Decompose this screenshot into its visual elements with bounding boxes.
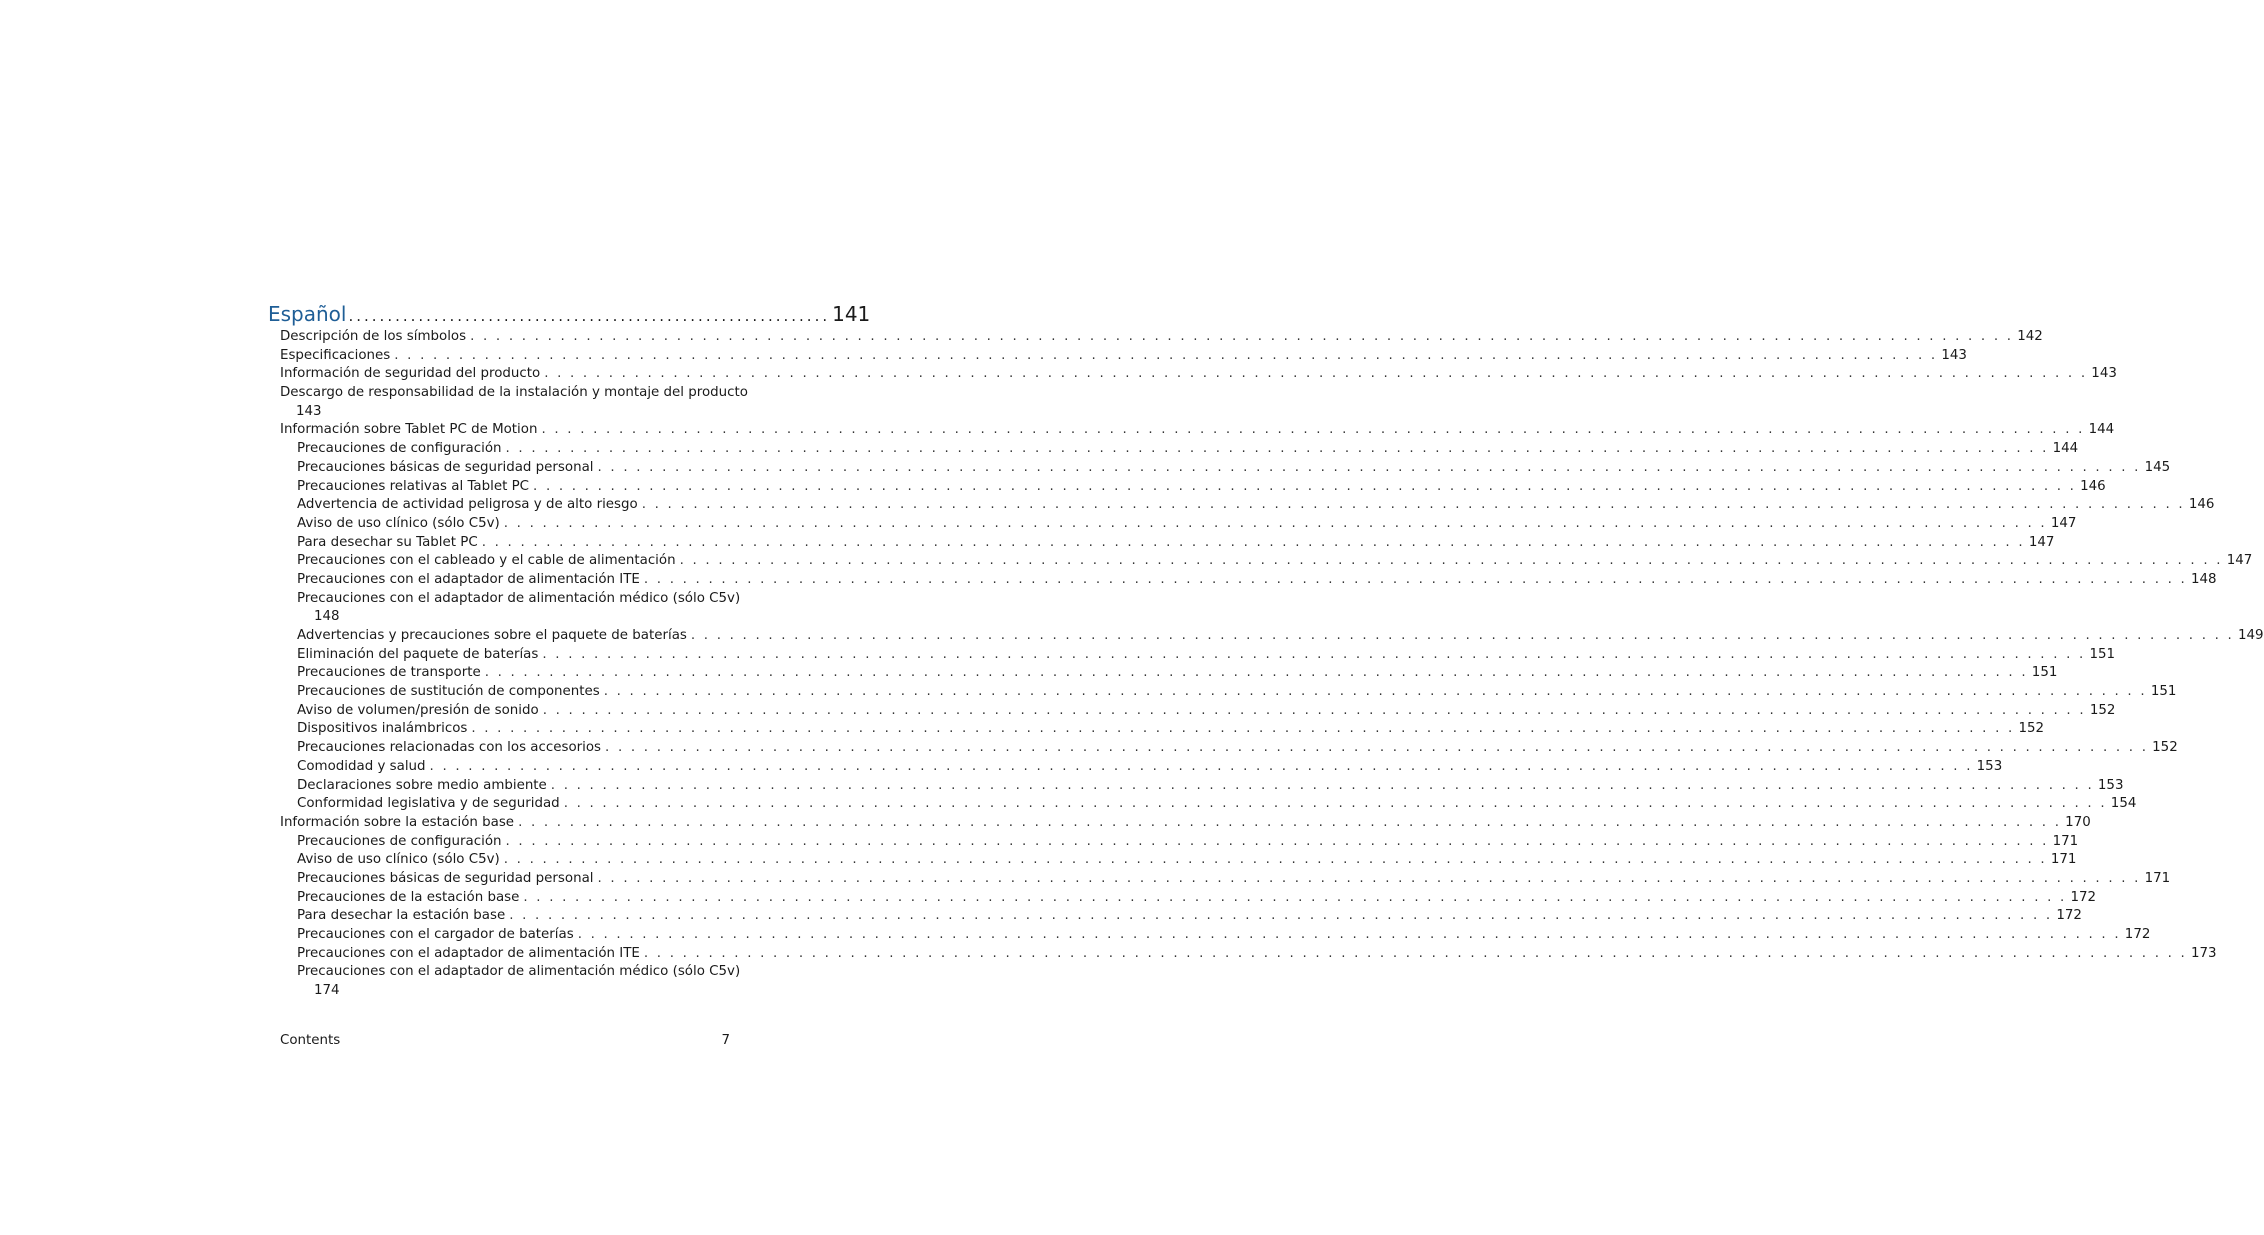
toc-entry-label: Información sobre la estación base <box>280 814 515 830</box>
toc-entry-page-number: 152 <box>2018 721 2045 737</box>
section-heading[interactable] <box>268 302 871 329</box>
toc-entry[interactable] <box>268 329 2043 348</box>
leader-dots: . . . . . . . . . . . . . . . . . . . . . . . . . . . . . . . . . . . . . . . . . . . . . . . . . . . . . . . . . . . . . . . . . . . . . . . . . . . . . . . . . . . . . . . . . . . . . . . . . . . . . . . . . . . . . . . . . . . . . . . . <box>394 347 1938 363</box>
toc-entry-page-number: 171 <box>2052 833 2079 849</box>
toc-entry-label: Precauciones de la estación base <box>297 889 520 905</box>
toc-entry-page-number: 144 <box>2052 441 2079 457</box>
toc-entry[interactable] <box>268 777 2124 797</box>
toc-entry-label: Aviso de uso clínico (sólo C5v) <box>297 852 500 868</box>
toc-entry-page-number: 172 <box>2056 908 2082 924</box>
leader-dots: . . . . . . . . . . . . . . . . . . . . . . . . . . . . . . . . . . . . . . . . . . . . . . . . . . . . . . . . . . . . . . . . . . . . . . . . . . . . . . . . . . . . . . . . . . . . . . . . . . . . . . . . . . . . . . . . . . . . . . . . <box>550 777 2094 793</box>
toc-entry-label: Eliminación del paquete de baterías <box>297 646 539 662</box>
toc-entry-page-number: 172 <box>2124 927 2151 942</box>
toc-entry-label: Aviso de volumen/presión de sonido <box>297 702 539 718</box>
toc-entry-label: Dispositivos inalámbricos <box>297 721 468 737</box>
toc-entry-label: Precauciones de configuración <box>297 833 502 849</box>
leader-dots: . . . . . . . . . . . . . . . . . . . . . . . . . . . . . . . . . . . . . . . . . . . . . . . . . . . . . . . . . . . . . . . . . . . . . . . . . . . . . . . . . . . . . . . . . . . . . . . . . . . . . . . . . . . . . . . . . . . . . . . . <box>542 646 2086 662</box>
toc-entry-page-number: 145 <box>2144 459 2171 475</box>
toc-entry-label: Precauciones básicas de seguridad personal <box>297 870 594 886</box>
toc-entry-page-number: 148 <box>2191 571 2217 587</box>
toc-entry-label: Descripción de los símbolos <box>280 329 467 344</box>
toc-entry-label: Aviso de uso clínico (sólo C5v) <box>297 515 500 531</box>
toc-entry-label: Precauciones con el adaptador de alimentación médico (sólo C5v) <box>297 964 741 980</box>
toc-entry[interactable] <box>268 441 2079 460</box>
toc-entry[interactable] <box>268 571 2217 591</box>
toc-entry-page-number: 147 <box>2028 534 2055 550</box>
toc-entry[interactable] <box>268 665 2058 684</box>
toc-entry-label: Declaraciones sobre medio ambiente <box>297 777 547 793</box>
leader-dots: . . . . . . . . . . . . . . . . . . . . . . . . . . . . . . . . . . . . . . . . . . . . . . . . . . . . . . . . . . . . . . . . . . . . . . . . . . . . . . . . . . . . . . . . . . . . . . . . . . . . . . . . . . . . . . . . . . . . . . . . <box>597 459 2141 475</box>
toc-entry-label: Precauciones de transporte <box>297 665 481 681</box>
toc-entry[interactable] <box>268 758 2003 778</box>
toc-entry-page-number: 170 <box>2065 814 2091 830</box>
toc-entry[interactable] <box>268 628 2264 647</box>
toc-entry-label: Precauciones básicas de seguridad personal <box>297 459 594 475</box>
toc-entry-page-number: 151 <box>2089 646 2116 662</box>
toc-entry-label: Descargo de responsabilidad de la instalación y montaje del producto <box>280 385 748 401</box>
leader-dots: . . . . . . . . . . . . . . . . . . . . . . . . . . . . . . . . . . . . . . . . . . . . . . . . . . . . . . . . . . . . . . . . . . . . . . . . . . . . . . . . . . . . . . . . . . . . . . . . . . . . . . . . . . . . . . . . . . . . . . . . <box>597 870 2141 886</box>
toc-entry-label: Comodidad y salud <box>297 758 426 774</box>
toc-entry[interactable] <box>268 852 2077 871</box>
leader-dots: . . . . . . . . . . . . . . . . . . . . . . . . . . . . . . . . . . . . . . . . . . . . . . . . . . . . . . . . . . . . . . . . . . . . . . . . . . . . . . . . . . . . . . . . . . . . . . . . . . . . . . . . . . . . . . . . . . . . . . . . <box>503 515 2047 531</box>
toc-entry-label: Para desechar su Tablet PC <box>297 534 478 550</box>
leader-dots: . . . . . . . . . . . . . . . . . . . . . . . . . . . . . . . . . . . . . . . . . . . . . . . . . . . . . . . . . . . . . . . . . . . . . . . . . . . . . . . . . . . . . . . . . . . . . . . . . . . . . . . . . . . . . . . . . . . . . . . . <box>471 721 2015 737</box>
section-title: Español <box>268 302 347 326</box>
toc-entry[interactable] <box>268 385 748 422</box>
toc-entry-page-number: 174 <box>314 983 340 999</box>
leader-dots: . . . . . . . . . . . . . . . . . . . . . . . . . . . . . . . . . . . . . . . . . . . . . . . . . . . . . . . . . . . . . . . . . . . . . . . . . . . . . . . . . . . . . . . . . . . . . . . . . . . . . . . . . . . . . . . . . . . . . . . . <box>542 702 2086 718</box>
toc-entry[interactable] <box>268 796 2137 815</box>
toc-entry-label: Advertencias y precauciones sobre el paquete de baterías <box>297 628 687 643</box>
toc-entry[interactable] <box>268 833 2079 853</box>
toc-entry[interactable] <box>268 590 741 628</box>
toc-entry[interactable] <box>268 927 2151 946</box>
toc-entry-page-number: 149 <box>2237 628 2264 643</box>
leader-dots: . . . . . . . . . . . . . . . . . . . . . . . . . . . . . . . . . . . . . . . . . . . . . . . . . . . . . . . . . . . . . . . . . . . . . . . . . . . . . . . . . . . . . . . . . . . . . . . . . . . . . . . . . . . . . . . . . . . . . . . . <box>505 441 2049 457</box>
leader-dots: . . . . . . . . . . . . . . . . . . . . . . . . . . . . . . . . . . . . . . . . . . . . . . . . . . . . . . . . . . . . . . . . . . . . . . . . . . . . . . . . . . . . . . . . . . . . . . . . . . . . . . . . . . . . . . . . . . . . . . . . <box>481 534 2025 550</box>
toc-entry-label: Advertencia de actividad peligrosa y de alto riesgo <box>297 497 638 513</box>
toc-entry[interactable] <box>268 814 2091 834</box>
toc-entry-page-number: 173 <box>2191 945 2217 961</box>
leader-dots: . . . . . . . . . . . . . . . . . . . . . . . . . . . . . . . . . . . . . . . . . . . . . . . . . . . . . . . . . . . . . . . . . . . . . . . . . . . . . . . . . . . . . . . . . . . . . . . . . . . . . . . . . . . . . . . . . . . . . . . . <box>563 796 2107 812</box>
toc-entry-page-number: 146 <box>2080 478 2106 494</box>
page-footer <box>280 1033 730 1048</box>
toc-entry-label: Información de seguridad del producto <box>280 366 541 382</box>
leader-dots: . . . . . . . . . . . . . . . . . . . . . . . . . . . . . . . . . . . . . . . . . . . . . . . . . . . . . . . . . . . . . . . . . . . . . . . . . . . . . . . . . . . . . . . . . . . . . . . . . . . . . . . . . . . . . . . . . . . . . . . . <box>643 571 2187 587</box>
toc-entry-page-number: 143 <box>2091 366 2117 382</box>
leader-dots: . . . . . . . . . . . . . . . . . . . . . . . . . . . . . . . . . . . . . . . . . . . . . . . . . . . . . . . . . . . . . . . . . . . . . . . . . . . . . . . . . . . . . . . . . . . . . . . . . . . . . . . . . . . . . . . . . . . . . . . . <box>690 628 2234 643</box>
toc-entry[interactable] <box>268 870 2171 890</box>
toc-entry[interactable] <box>268 740 2178 759</box>
toc-entries <box>268 329 2264 1002</box>
toc-entry-page-number: 172 <box>2070 889 2097 905</box>
leader-dots: . . . . . . . . . . . . . . . . . . . . . . . . . . . . . . . . . . . . . . . . . . . . . . . . . . . . . . . . . . . . . . . . . . . . . . . . . . . . . . . . . . . . . . . . . . . . . . . . . . . . . . . . . . . . . . . . . . . . . . . . <box>541 422 2085 438</box>
toc-entry-label: Precauciones de configuración <box>297 441 502 457</box>
footer-label: Contents <box>280 1033 341 1048</box>
leader-dots: . . . . . . . . . . . . . . . . . . . . . . . . . . . . . . . . . . . . . . . . . . . . . . . . . . . . . . . . . . . . . . . . . . . . . . . . . . . . . . . . . . . . . . . . . . . . . . . . . . . . . . . . . . . . . . . . . . . . . . . . <box>523 889 2067 905</box>
toc-entry-label: Conformidad legislativa y de seguridad <box>297 796 560 812</box>
leader-dots: . . . . . . . . . . . . . . . . . . . . . . . . . . . . . . . . . . . . . . . . . . . . . . . . . . . . . . . . . . . . . . . . . . . . . . . . . . . . . . . . . . . . . . . . . . . . . . . . . . . . . . . . . . . . . . . . . . . . . . . . <box>577 927 2121 942</box>
toc-entry-label: Información sobre Tablet PC de Motion <box>280 422 538 438</box>
toc-entry-page-number: 153 <box>1976 758 2003 774</box>
leader-dots: . . . . . . . . . . . . . . . . . . . . . . . . . . . . . . . . . . . . . . . . . . . . . . . . . . . . . . . . . . . . . . . . . . . . . . . . . . . . . . . . . . . . . . . . . . . . . . . . . . . . . . . . . . . . . . . . . . . . . . . . <box>544 366 2088 382</box>
toc-entry-label: Precauciones con el cableado y el cable de alimentación <box>297 553 676 569</box>
leader-dots: . . . . . . . . . . . . . . . . . . . . . . . . . . . . . . . . . . . . . . . . . . . . . . . . . . . . . . . . . . . . . . . . . . . . . . . . . . . . . . . . . . . . . . . . . . . . . . . . . . . . . . . . . . . . . . . . . . . . . . . . <box>533 478 2077 494</box>
leader-dots: . . . . . . . . . . . . . . . . . . . . . . . . . . . . . . . . . . . . . . . . . . . . . . . . . . . . . . . . . . . . . . . . . . . . . . . . . . . . . . . . . . . . . . . . . . . . . . . . . . . . . . . . . . . . . . . . . . . . . . . . <box>505 833 2049 849</box>
leader-dots: . . . . . . . . . . . . . . . . . . . . . . . . . . . . . . . . . . . . . . . . . . . . . . . . . . . . . . . . . . . . . . . . . . . . . . . . . . . . . . . . . . . . . . . . . . . . . . . . . . . . . . . . . . . . . . . . . . . . . . . . <box>643 945 2187 961</box>
leader-dots: . . . . . . . . . . . . . . . . . . . . . . . . . . . . . . . . . . . . . . . . . . . . . . . . . . . . . . . . . . . . . . . . . . . . . . . . . . . . . . . . . . . . . . . . . . . . . . . . . . . . . . . . . . . . . . . . . . . . . . . . <box>641 497 2185 513</box>
toc-entry-label: Precauciones con el cargador de baterías <box>297 927 574 942</box>
toc-entry[interactable] <box>268 515 2077 535</box>
toc-entry[interactable] <box>268 889 2097 909</box>
toc-entry-page-number: 146 <box>2188 497 2215 513</box>
toc-entry-page-number: 143 <box>296 403 322 419</box>
toc-entry[interactable] <box>268 702 2116 722</box>
toc-entry-page-number: 147 <box>2050 515 2077 531</box>
table-of-contents <box>268 302 2264 1002</box>
toc-entry-page-number: 152 <box>2152 740 2178 756</box>
toc-entry[interactable] <box>268 964 741 1001</box>
toc-entry-page-number: 151 <box>2150 684 2177 700</box>
toc-entry[interactable] <box>268 945 2217 965</box>
toc-entry-label: Precauciones con el adaptador de alimentación ITE <box>297 571 640 587</box>
toc-entry[interactable] <box>268 366 2117 385</box>
toc-entry-label: Precauciones con el adaptador de alimentación ITE <box>297 945 640 961</box>
toc-entry-page-number: 142 <box>2017 329 2043 344</box>
toc-entry-page-number: 147 <box>2226 553 2253 569</box>
toc-entry[interactable] <box>268 646 2116 666</box>
toc-entry[interactable] <box>268 721 2045 740</box>
toc-entry[interactable] <box>268 422 2115 441</box>
toc-entry-page-number: 152 <box>2089 702 2116 718</box>
toc-entry[interactable] <box>268 908 2082 927</box>
section-page-number: 141 <box>832 302 871 326</box>
leader-dots: . . . . . . . . . . . . . . . . . . . . . . . . . . . . . . . . . . . . . . . . . . . . . . . . . . . . . . . . . . . . . . . . . . . . . . . . . . . . . . . . . . . . . . . . . . . . . . . . . . . . . . . . . . . . . . . . . . . . . . . . <box>484 665 2028 681</box>
toc-entry-page-number: 151 <box>2031 665 2058 681</box>
toc-entry-page-number: 154 <box>2110 796 2137 812</box>
toc-entry-label: Precauciones relacionadas con los accesorios <box>297 740 602 756</box>
leader-dots: . . . . . . . . . . . . . . . . . . . . . . . . . . . . . . . . . . . . . . . . . . . . . . . . . . . . . . . . . . . . . . . . . . . . . . . . . . . . . . . . . . . . . . . . . . . . . . . . . . . . . . . . . . . . . . . . . . . . . . . . <box>503 852 2047 868</box>
leader-dots: . . . . . . . . . . . . . . . . . . . . . . . . . . . . . . . . . . . . . . . . . . . . . . . . . . . . . . . . . . . . . . . . . . . . . . . . . . . . . . . . . . . . . . . . . . . . . . . . . . . . . . . . . . . . . . . . . . . . . . . . <box>603 684 2147 700</box>
toc-entry-page-number: 143 <box>1941 347 1967 363</box>
footer-page-number: 7 <box>721 1033 730 1048</box>
toc-entry-page-number: 153 <box>2097 777 2124 793</box>
toc-entry[interactable] <box>268 534 2055 554</box>
toc-entry[interactable] <box>268 478 2106 498</box>
toc-entry-page-number: 171 <box>2050 852 2077 868</box>
toc-entry-label: Precauciones relativas al Tablet PC <box>297 478 530 494</box>
leader-dots: . . . . . . . . . . . . . . . . . . . . . . . . . . . . . . . . . . . . . . . . . . . . . . . . . . . . . . . . . . . . . . . . . . . . . . . . . . . . . . . . . . . . . . . . . . . . . . . . . . . . . . . . . . . . . . . . . . . . . . . . <box>679 553 2223 569</box>
toc-entry-label: Para desechar la estación base <box>297 908 506 924</box>
leader-dots: .............................................................. <box>348 307 831 325</box>
toc-entry[interactable] <box>268 347 1967 367</box>
toc-entry-label: Precauciones con el adaptador de alimentación médico (sólo C5v) <box>297 590 741 606</box>
leader-dots: . . . . . . . . . . . . . . . . . . . . . . . . . . . . . . . . . . . . . . . . . . . . . . . . . . . . . . . . . . . . . . . . . . . . . . . . . . . . . . . . . . . . . . . . . . . . . . . . . . . . . . . . . . . . . . . . . . . . . . . . <box>518 814 2062 830</box>
toc-entry-page-number: 144 <box>2088 422 2115 438</box>
leader-dots: . . . . . . . . . . . . . . . . . . . . . . . . . . . . . . . . . . . . . . . . . . . . . . . . . . . . . . . . . . . . . . . . . . . . . . . . . . . . . . . . . . . . . . . . . . . . . . . . . . . . . . . . . . . . . . . . . . . . . . . . <box>605 740 2149 756</box>
toc-entry-page-number: 171 <box>2144 870 2171 886</box>
toc-entry[interactable] <box>268 497 2215 516</box>
toc-entry[interactable] <box>268 553 2253 572</box>
toc-entry-label: Precauciones de sustitución de componentes <box>297 684 600 700</box>
leader-dots: . . . . . . . . . . . . . . . . . . . . . . . . . . . . . . . . . . . . . . . . . . . . . . . . . . . . . . . . . . . . . . . . . . . . . . . . . . . . . . . . . . . . . . . . . . . . . . . . . . . . . . . . . . . . . . . . . . . . . . . . <box>470 329 2014 344</box>
toc-entry-page-number: 148 <box>314 609 340 625</box>
leader-dots: . . . . . . . . . . . . . . . . . . . . . . . . . . . . . . . . . . . . . . . . . . . . . . . . . . . . . . . . . . . . . . . . . . . . . . . . . . . . . . . . . . . . . . . . . . . . . . . . . . . . . . . . . . . . . . . . . . . . . . . . <box>509 908 2053 924</box>
leader-dots: . . . . . . . . . . . . . . . . . . . . . . . . . . . . . . . . . . . . . . . . . . . . . . . . . . . . . . . . . . . . . . . . . . . . . . . . . . . . . . . . . . . . . . . . . . . . . . . . . . . . . . . . . . . . . . . . . . . . . . . . <box>429 758 1973 774</box>
toc-entry[interactable] <box>268 684 2177 703</box>
toc-entry[interactable] <box>268 459 2171 479</box>
toc-entry-label: Especificaciones <box>280 347 391 363</box>
